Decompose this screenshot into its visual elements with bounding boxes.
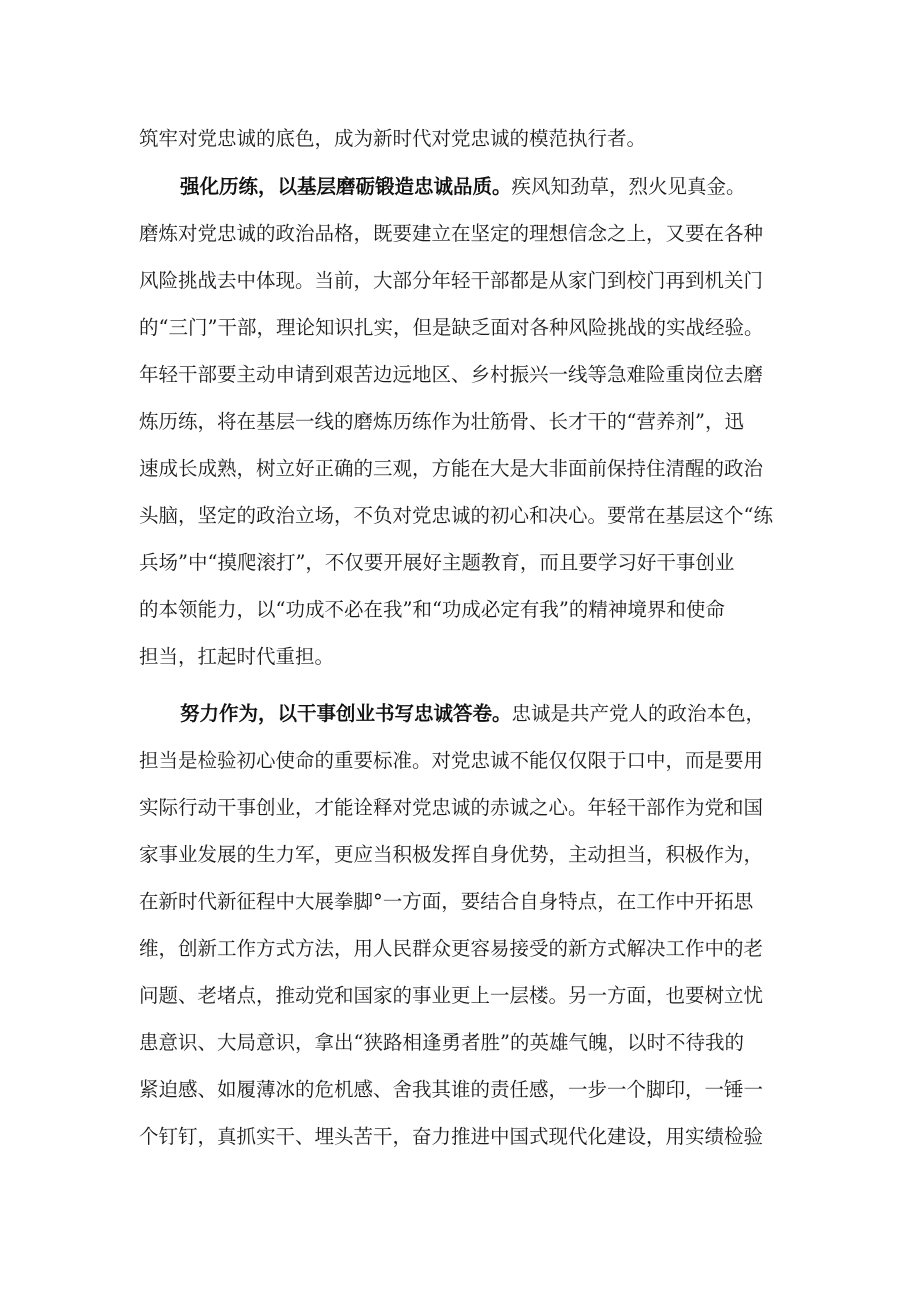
paragraph-line: 速成长成熟，树立好正确的三观，方能在大是大非面前保持住清醒的政治	[139, 457, 764, 480]
paragraph-line: 的本领能力，以“功成不必在我”和“功成必定有我”的精神境界和使命	[139, 598, 725, 621]
paragraph-line: 磨炼对党忠诚的政治品格，既要建立在坚定的理想信念之上，又要在各种	[139, 222, 764, 245]
section-heading: 强化历练，以基层磨砺锻造忠诚品质。	[180, 175, 512, 198]
paragraph-line: 头脑，坚定的政治立场，不负对党忠诚的初心和决心。要常在基层这个“练	[139, 504, 773, 527]
paragraph-line: 担当，扛起时代重担。	[139, 645, 335, 668]
paragraph-line: 风险挑战去中体现。当前，大部分年轻干部都是从家门到校门再到机关门	[139, 269, 764, 292]
paragraph-line: 问题、老堵点，推动党和国家的事业更上一层楼。另一方面，也要树立忧	[139, 984, 764, 1007]
paragraph-line: 在新时代新征程中大展拳脚°一方面，要结合自身特点，在工作中开拓思	[139, 890, 754, 913]
paragraph-line: 紧迫感、如履薄冰的危机感、舍我其谁的责任感，一步一个脚印，一锤一	[139, 1078, 764, 1101]
paragraph-line: 的“三门”干部，理论知识扎实，但是缺乏面对各种风险挑战的实战经验。	[139, 316, 764, 339]
paragraph-text: 忠诚是共产党人的政治本色，	[511, 702, 766, 725]
paragraph-line: 患意识、大局意识，拿出“狭路相逢勇者胜”的英雄气魄，以时不待我的	[139, 1031, 744, 1054]
paragraph-text: 疾风知劲草，烈火见真金。	[511, 175, 746, 198]
paragraph-line: 兵场”中“摸爬滚打”，不仅要开展好主题教育，而且要学习好干事创业	[139, 551, 735, 574]
section-heading: 努力作为，以干事创业书写忠诚答卷。	[180, 702, 512, 725]
paragraph-line: 维，创新工作方式方法，用人民群众更容易接受的新方式解决工作中的老	[139, 937, 764, 960]
section-heading-line	[180, 697, 800, 731]
paragraph-line: 年轻干部要主动申请到艰苦边远地区、乡村振兴一线等急难险重岗位去磨	[139, 363, 764, 386]
paragraph-line: 家事业发展的生力军，更应当积极发挥自身优势，主动担当，积极作为，	[139, 843, 764, 866]
paragraph-line: 个钉钉，真抓实干、埋头苦干，奋力推进中国式现代化建设，用实绩检验	[139, 1125, 764, 1148]
paragraph-line: 筑牢对党忠诚的底色，成为新时代对党忠诚的模范执行者。	[139, 127, 647, 150]
paragraph-line: 担当是检验初心使命的重要标准。对党忠诚不能仅仅限于口中，而是要用	[139, 749, 764, 772]
paragraph-line: 实际行动干事创业，才能诠释对党忠诚的赤诚之心。年轻干部作为党和国	[139, 796, 764, 819]
section-heading-line	[180, 170, 800, 204]
paragraph-line: 炼历练，将在基层一线的磨炼历练作为壮筋骨、长才干的“营养剂”，迅	[139, 410, 744, 433]
